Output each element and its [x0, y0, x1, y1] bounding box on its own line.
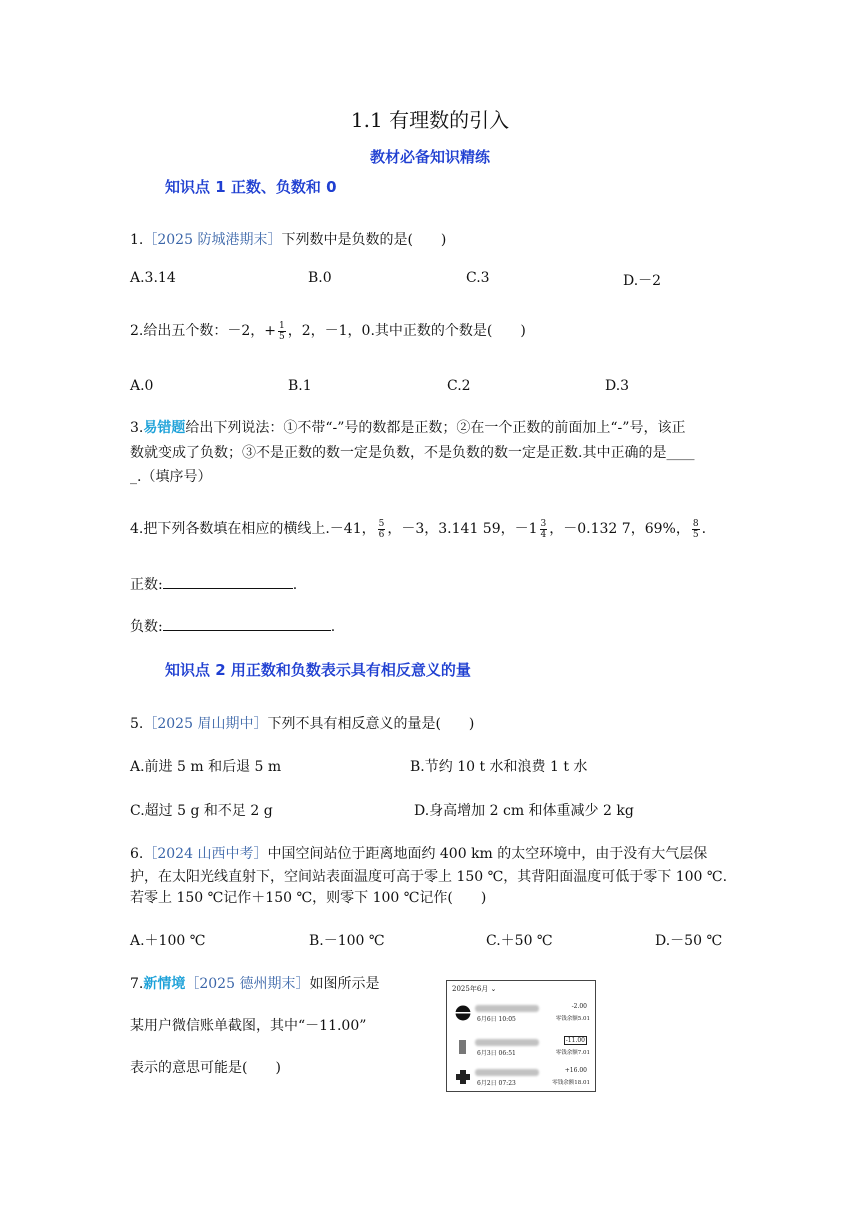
negative-answer-line: 负数: .	[130, 616, 335, 636]
bill-time: 6月6日 10:05	[477, 1016, 516, 1023]
positive-answer-line: 正数: .	[130, 574, 297, 594]
bill-row	[447, 1035, 595, 1065]
question-source: ［2025 防城港期末］	[143, 232, 282, 248]
option-d: D.身高增加 2 cm 和体重减少 2 kg	[414, 803, 634, 819]
option-c: C.2	[447, 378, 471, 394]
answer-blank[interactable]	[163, 616, 331, 631]
fraction: $\frac{8}{5}$	[692, 518, 699, 540]
question-6-line-3: 若零上 150 ℃记作＋150 ℃，则零下 100 ℃记作( )	[130, 890, 487, 906]
option-d: D.3	[605, 378, 630, 394]
blurred-merchant	[475, 1069, 539, 1076]
gray-bar-icon	[455, 1039, 471, 1055]
blurred-merchant	[475, 1039, 539, 1046]
knowledge-point-2: 知识点 2 用正数和负数表示具有相反意义的量	[165, 661, 471, 679]
question-3-line-3: _.（填序号）	[130, 469, 212, 485]
fraction: $\frac{1}{5}$	[279, 320, 285, 342]
section-subtitle: 教材必备知识精练	[369, 148, 490, 166]
bill-balance: 零钱余额7.01	[555, 1050, 590, 1056]
option-a: A.＋100 ℃	[130, 933, 206, 949]
question-number: 1.	[130, 232, 144, 248]
bill-balance: 零钱余额18.01	[552, 1080, 590, 1086]
cross-icon	[455, 1069, 471, 1085]
question-6-line-1: 6.［2024 山西中考］中国空间站位于距离地面约 400 km 的太空环境中，由于没有大气层保	[130, 846, 708, 862]
bill-amount: +16.00	[564, 1067, 587, 1074]
fraction: $\frac{5}{6}$	[378, 518, 385, 540]
option-a: A.前进 5 m 和后退 5 m	[130, 759, 282, 775]
option-c: C.＋50 ℃	[486, 933, 553, 949]
question-4: 4.把下列各数填在相应的横线上.－41， $\frac{5}{6}$ ，－3，3.141 59，－1 $\frac{3}{4}$ ，－0.132 7，69%， $\frac{8}{5}$ .	[130, 518, 707, 540]
question-tag: 新情境	[143, 976, 186, 992]
question-5: 5.［2025 眉山期中］下列不具有相反意义的量是( )	[130, 716, 475, 732]
question-source: ［2025 眉山期中］	[143, 716, 268, 732]
blurred-merchant	[475, 1005, 539, 1012]
option-a: A.0	[130, 378, 154, 394]
bill-time: 6月2日 07:23	[477, 1080, 516, 1087]
question-1	[130, 229, 446, 249]
bill-balance: 零钱余额5.01	[555, 1016, 590, 1022]
bill-row	[447, 1065, 595, 1095]
question-text: 下列数中是负数的是( )	[281, 232, 447, 248]
question-source: ［2024 山西中考］	[143, 846, 268, 862]
option-c: C.超过 5 g 和不足 2 g	[130, 803, 273, 819]
chevron-down-icon: ⌄	[490, 985, 497, 993]
bill-amount: -2.00	[571, 1003, 587, 1010]
question-3-line-2: 数就变成了负数；③不是正数的数一定是负数，不是负数的数一定是正数.其中正确的是____	[130, 445, 695, 461]
option-d: D.－50 ℃	[655, 933, 723, 949]
option-b: B.0	[308, 270, 332, 286]
answer-blank[interactable]	[163, 574, 293, 589]
month-selector: 2025年6月 ⌄	[452, 985, 497, 993]
knowledge-point-1: 知识点 1 正数、负数和 0	[165, 178, 337, 196]
question-3-line-1: 3.易错题给出下列说法：①不带“-”号的数都是正数；②在一个正数的前面加上“-”号，该正	[130, 420, 686, 436]
page-title: 1.1 有理数的引入	[350, 108, 510, 132]
question-6-line-2: 护，在太阳光线直射下，空间站表面温度可高于零上 150 ℃，其背阳面温度可低于零下 100 ℃.	[130, 869, 728, 885]
option-b: B.节约 10 t 水和浪费 1 t 水	[410, 759, 588, 775]
question-7-line-2: 某用户微信账单截图，其中“－11.00”	[130, 1018, 367, 1034]
option-d: D.－2	[623, 273, 662, 289]
bill-time: 6月3日 06:51	[477, 1050, 516, 1057]
bill-amount-highlighted: -11.00	[565, 1037, 585, 1044]
question-7-line-3: 表示的意思可能是( )	[130, 1060, 281, 1076]
dark-circle-icon	[455, 1005, 471, 1021]
question-7-line-1: 7.新情境［2025 德州期末］如图所示是	[130, 976, 380, 992]
bill-row	[447, 1001, 595, 1031]
option-a: A.3.14	[130, 270, 176, 286]
option-b: B.1	[288, 378, 312, 394]
wechat-bill-screenshot	[446, 980, 596, 1092]
fraction: $\frac{3}{4}$	[540, 518, 547, 540]
question-tag: 易错题	[143, 420, 186, 436]
option-b: B.－100 ℃	[309, 933, 385, 949]
question-source: ［2025 德州期末］	[185, 976, 310, 992]
question-2: 2.给出五个数：－2，+ $\frac{1}{5}$ ，2，－1，0.其中正数的个数是( )	[130, 320, 526, 342]
option-c: C.3	[466, 270, 490, 286]
